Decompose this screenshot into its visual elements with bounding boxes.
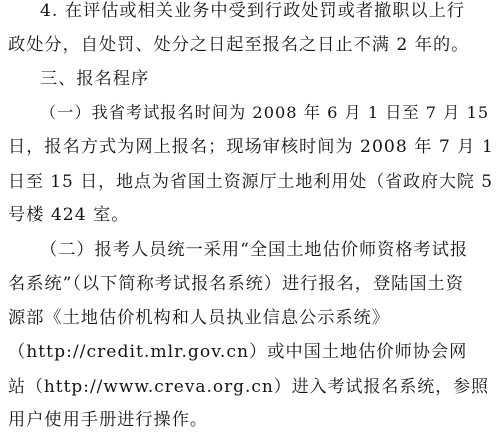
paragraph-line: 号楼 424 室。 (8, 205, 130, 225)
paragraph-line: 日，报名方式为网上报名；现场审核时间为 2008 年 7 月 1 (8, 137, 494, 157)
section-heading: 三、报名程序 (40, 69, 150, 89)
paragraph-line: 源部《土地估价机构和人员执业信息公示系统》 (8, 308, 390, 328)
paragraph-line: （一）我省考试报名时间为 2008 年 6 月 1 日至 7 月 15 (40, 103, 490, 122)
paragraph-line: 站（http://www.creva.org.cn）进入考试报名系统，参照 (8, 376, 490, 396)
paragraph-line: 用户使用手册进行操作。 (8, 410, 209, 430)
paragraph-line: 4. 在评估或相关业务中受到行政处罚或者撤职以上行 (40, 1, 465, 21)
paragraph-line: （二）报考人员统一采用“全国土地估价师资格考试报 (40, 240, 469, 260)
paragraph-line: 名系统”（以下简称考试报名系统）进行报名，登陆国土资 (8, 274, 464, 294)
paragraph-line: 日至 15 日，地点为省国土资源厅土地利用处（省政府大院 5 (8, 171, 493, 191)
paragraph-line: （http://credit.mlr.gov.cn）或中国土地估价师协会网 (8, 342, 468, 362)
paragraph-line: 政处分，自处罚、处分之日起至报名之日止不满 2 年的。 (8, 35, 470, 55)
